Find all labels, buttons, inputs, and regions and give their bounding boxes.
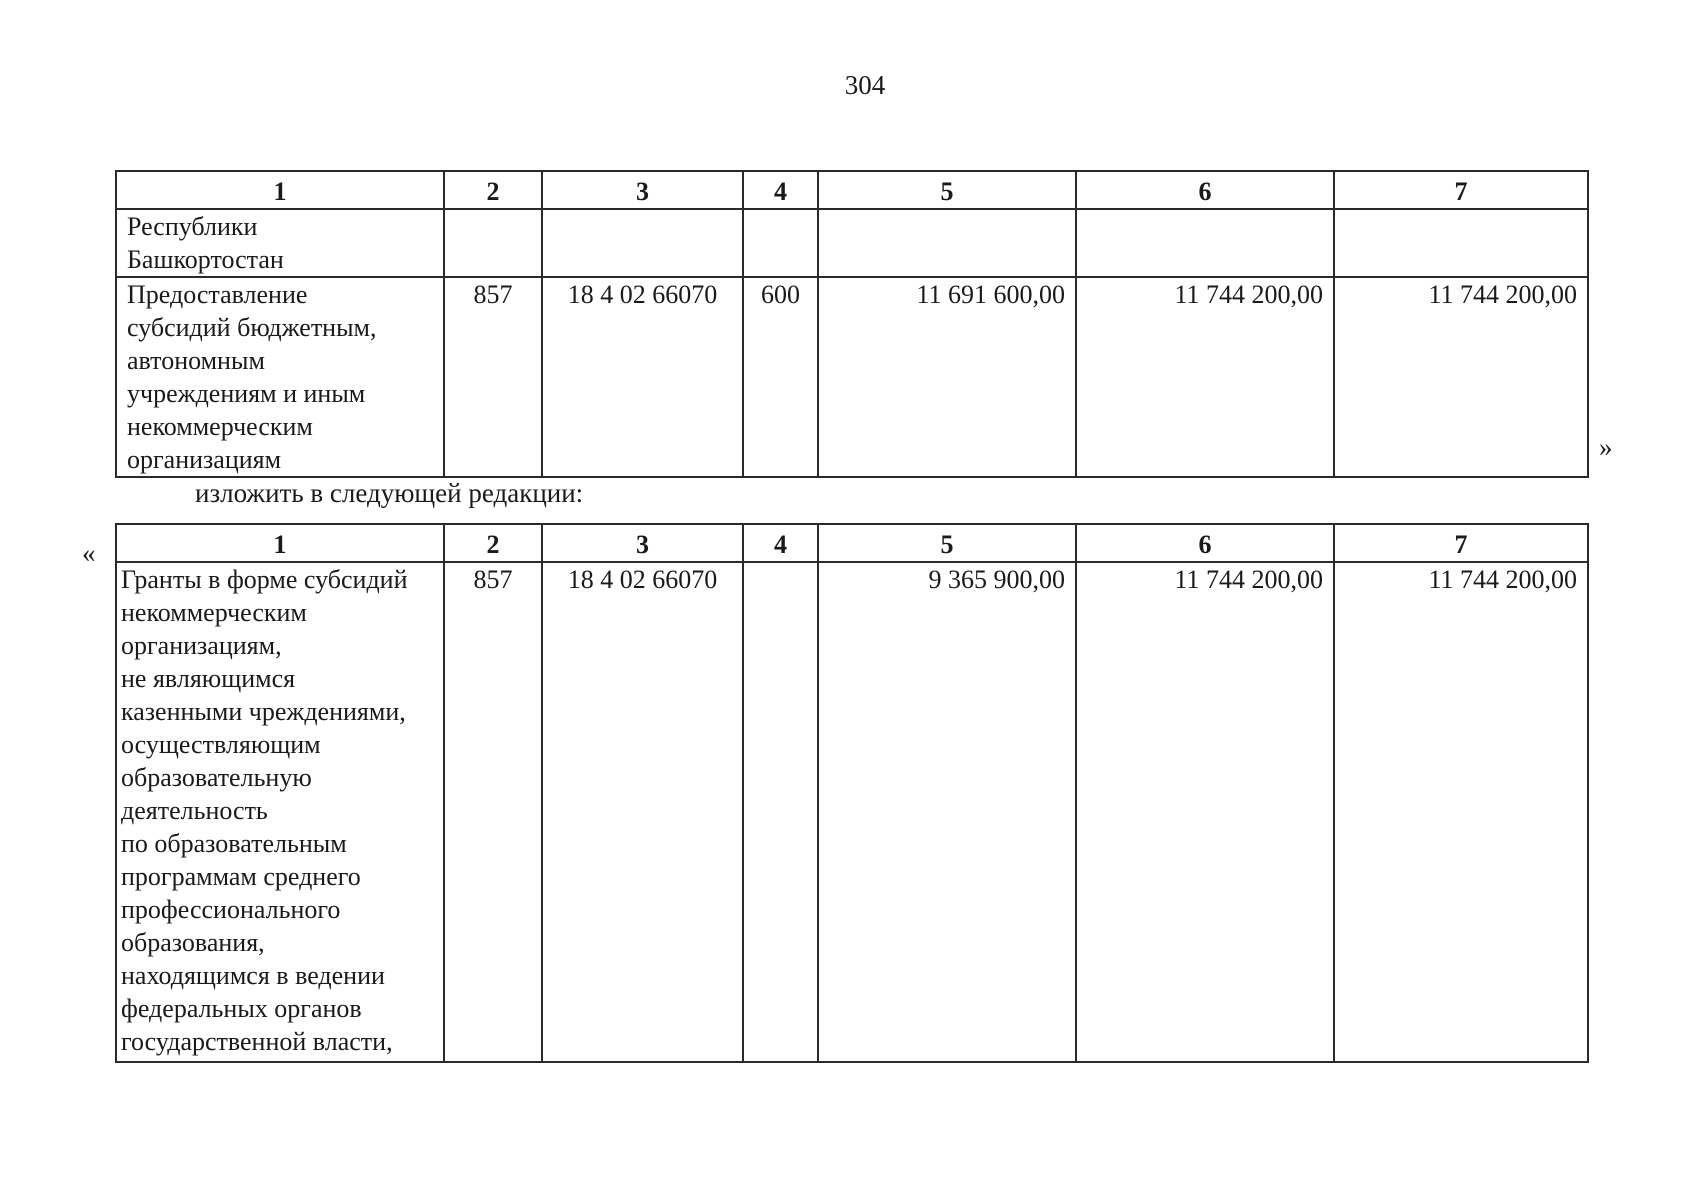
description-line: образования, [121,928,265,957]
cell-col-7: 11 744 200,00 [1334,562,1588,1062]
description-line: Предоставление [127,280,308,309]
header-col-4: 4 [743,171,818,209]
table-header-row [116,524,1588,562]
cell-col-7 [1334,209,1588,277]
description-line: программам среднего [121,862,361,891]
description-line: некоммерческим [121,598,307,627]
cell-col-6 [1076,209,1334,277]
header-col-2: 2 [444,171,542,209]
row-description [116,562,444,1062]
description-line: автономным [127,346,265,375]
description-line: Гранты в форме субсидий [121,565,408,594]
header-col-3: 3 [542,171,743,209]
row-description [116,209,444,277]
opening-quote: « [82,538,96,568]
table-row [116,562,1588,1062]
table-row [116,277,1588,477]
header-col-5: 5 [818,524,1076,562]
description-line: находящимся в ведении [121,961,385,990]
cell-col-4 [743,209,818,277]
table-row [116,209,1588,277]
description-line: профессионального [121,895,341,924]
description-line: образовательную [121,763,312,792]
description-line: не являющимся [121,664,296,693]
table-header-row [116,171,1588,209]
cell-col-5: 9 365 900,00 [818,562,1076,1062]
description-line: организациям, [121,631,282,660]
header-col-1: 1 [116,171,444,209]
description-line: некоммерческим [127,412,313,441]
description-line: субсидий бюджетным, [127,313,377,342]
cell-col-2: 857 [444,277,542,477]
closing-quote: » [1599,432,1613,462]
header-col-3: 3 [542,524,743,562]
budget-table-current [115,170,1589,478]
description-line: организациям [127,445,282,474]
cell-col-5: 11 691 600,00 [818,277,1076,477]
header-col-6: 6 [1076,171,1334,209]
description-line: государственной власти, [121,1027,393,1056]
page-number: 304 [844,70,886,100]
cell-col-2 [444,209,542,277]
header-col-7: 7 [1334,171,1588,209]
cell-col-6: 11 744 200,00 [1076,277,1334,477]
description-line: учреждениям и иным [127,379,366,408]
description-line: Башкортостан [127,245,284,274]
cell-col-3: 18 4 02 66070 [542,277,743,477]
description-line: по образовательным [121,829,347,858]
row-description [116,277,444,477]
description-line: Республики [127,212,258,241]
header-col-4: 4 [743,524,818,562]
description-line: осуществляющим [121,730,321,759]
cell-col-3 [542,209,743,277]
description-line: деятельность [121,796,268,825]
cell-col-6: 11 744 200,00 [1076,562,1334,1062]
budget-table-new [115,523,1589,1063]
cell-col-5 [818,209,1076,277]
description-line: казенными чреждениями, [121,697,406,726]
header-col-2: 2 [444,524,542,562]
header-col-6: 6 [1076,524,1334,562]
header-col-5: 5 [818,171,1076,209]
header-col-7: 7 [1334,524,1588,562]
instruction-text: изложить в следующей редакции: [195,478,584,508]
cell-col-3: 18 4 02 66070 [542,562,743,1062]
cell-col-4 [743,562,818,1062]
cell-col-2: 857 [444,562,542,1062]
header-col-1: 1 [116,524,444,562]
description-line: федеральных органов [121,994,362,1023]
cell-col-7: 11 744 200,00 [1334,277,1588,477]
cell-col-4: 600 [743,277,818,477]
